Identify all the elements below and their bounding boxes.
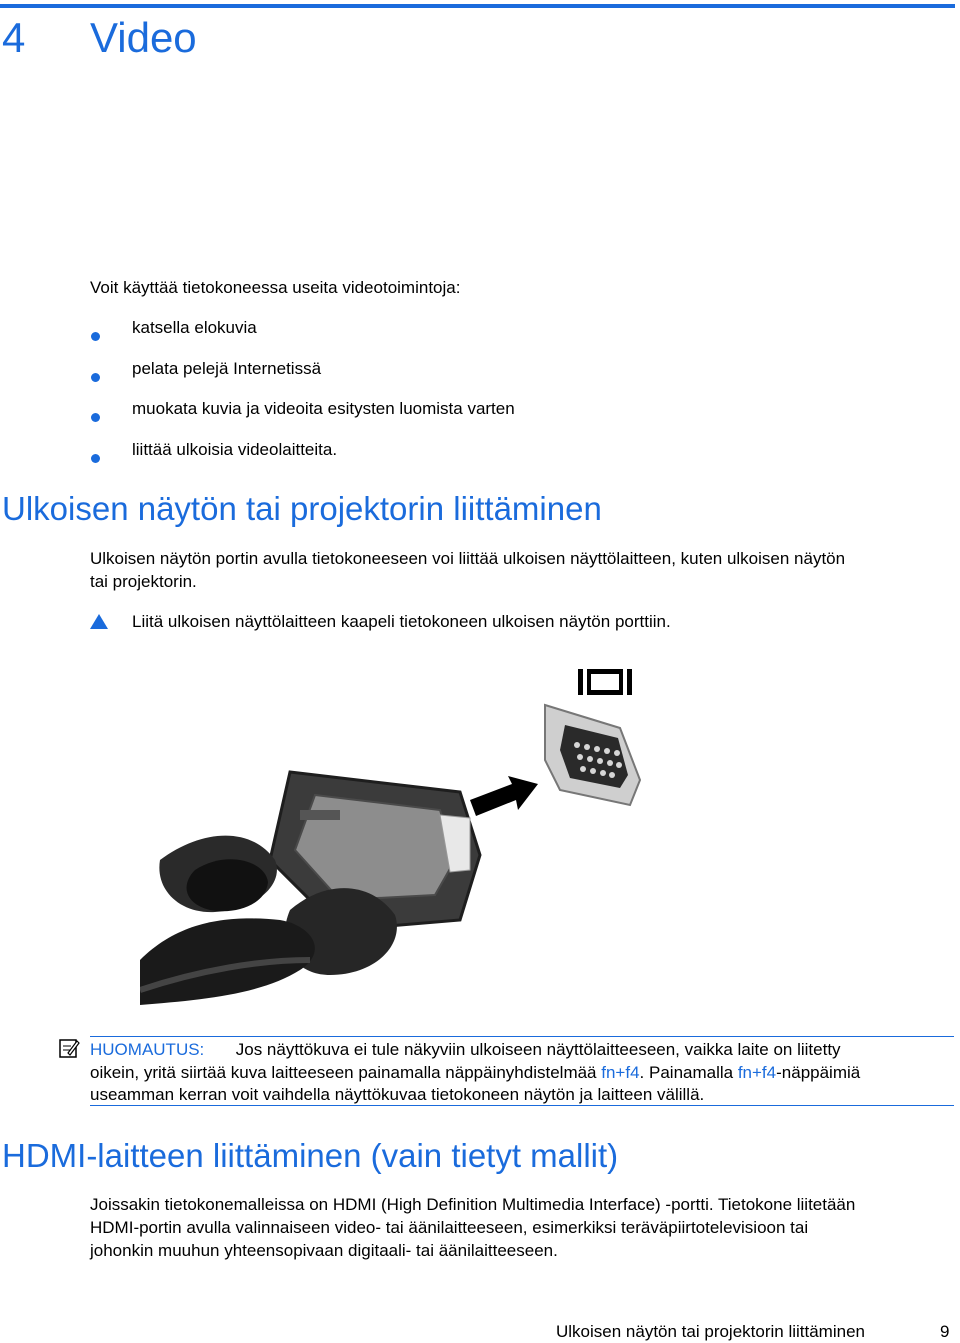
chapter-number: 4 [2, 14, 26, 61]
chapter-top-rule [0, 4, 955, 8]
vga-cable-plug [140, 772, 480, 1005]
note-text: oikein, yritä siirtää kuva laitteeseen painamalla näppäinyhdistelmää [90, 1063, 602, 1082]
bullet-item: muokata kuvia ja videoita esitysten luomista varten [132, 399, 515, 418]
intro-lead: Voit käyttää tietokoneessa useita videotoimintoja: [90, 278, 461, 297]
note-text: -näppäimiä [776, 1063, 861, 1082]
vga-port-image [545, 705, 640, 805]
section-paragraph: HDMI-portin avulla valinnaiseen video- tai äänilaitteeseen, esimerkiksi teräväpiirtotelevisioon tai [90, 1218, 809, 1237]
bullet-dot [91, 332, 100, 341]
warning-triangle-icon [90, 614, 108, 629]
chapter-title: Video [90, 14, 197, 61]
vga-cable-illustration [140, 660, 660, 1020]
key-combo: fn+f4 [737, 1063, 777, 1082]
note-text: useamman kerran voit vaihdella näyttökuvaa tietokoneen näytön ja laitteen välillä. [90, 1085, 705, 1104]
bullet-dot [91, 373, 100, 382]
bullet-item: pelata pelejä Internetissä [132, 359, 322, 378]
page-number: 9 [940, 1322, 950, 1341]
bullet-dot [91, 413, 100, 422]
section-heading-hdmi: HDMI-laitteen liittäminen (vain tietyt mallit) [2, 1137, 619, 1174]
section-heading-external-display: Ulkoisen näytön tai projektorin liittäminen [2, 490, 602, 527]
arrow-right-icon [470, 776, 538, 816]
note-top-rule [90, 1036, 954, 1037]
section-paragraph: Ulkoisen näytön portin avulla tietokoneeseen voi liittää ulkoisen näyttölaitteen, kuten ulkoisen näytön [90, 549, 846, 568]
bullet-item: liittää ulkoisia videolaitteita. [132, 440, 338, 459]
footer-running-title: Ulkoisen näytön tai projektorin liittäminen [556, 1322, 865, 1341]
note-text: Jos näyttökuva ei tule näkyviin ulkoiseen näyttölaitteeseen, vaikka laite on liitetty [235, 1040, 841, 1059]
note-label: HUOMAUTUS: [90, 1040, 205, 1059]
section-paragraph: Joissakin tietokonemalleissa on HDMI (High Definition Multimedia Interface) -portti. Tietokone liitetään [90, 1195, 856, 1214]
monitor-port-icon [578, 669, 632, 695]
note-text: . Painamalla [639, 1063, 738, 1082]
section-paragraph: johonkin muuhun yhteensopivaan digitaali- tai äänilaitteeseen. [90, 1241, 558, 1260]
note-line [90, 1061, 860, 1084]
bullet-dot [91, 454, 100, 463]
note-bottom-rule [90, 1105, 954, 1106]
bullet-item: katsella elokuvia [132, 318, 257, 337]
note-pencil-icon [58, 1037, 80, 1059]
note-line [90, 1038, 841, 1061]
section-paragraph: tai projektorin. [90, 572, 197, 591]
key-combo: fn+f4 [601, 1063, 640, 1082]
step-instruction: Liitä ulkoisen näyttölaitteen kaapeli tietokoneen ulkoisen näytön porttiin. [132, 612, 671, 631]
